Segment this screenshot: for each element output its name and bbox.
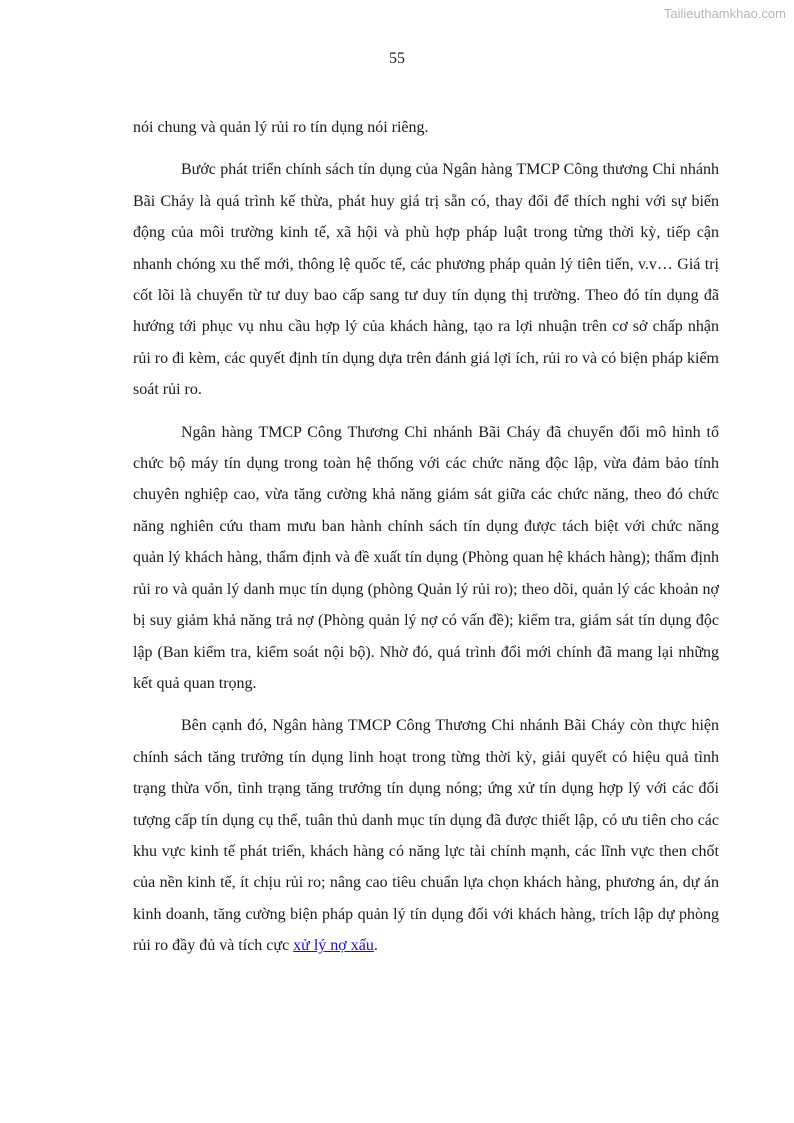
paragraph-3: Ngân hàng TMCP Công Thương Chi nhánh Bãi Cháy đã chuyển đổi mô hình tổ chức bộ máy tín dụng trong toàn hệ thống với các chức năng độc lập, vừa đảm bảo tính chuyên nghiệp cao, vừa tăng cường khả năng giám sát giữa các chức năng, theo đó chức năng nghiên cứu tham mưu ban hành chính sách tín dụng được tách biệt với chức năng quản lý khách hàng, thẩm định và đề xuất tín dụng (Phòng quan hệ khách hàng); thẩm định rủi ro và quản lý danh mục tín dụng (phòng Quản lý rủi ro); theo dõi, quản lý các khoản nợ bị suy giảm khả năng trả nợ (Phòng quản lý nợ có vấn đề); kiểm tra, giám sát tín dụng độc lập (Ban kiểm tra, kiểm soát nội bộ). Nhờ đó, quá trình đổi mới chính đã mang lại những kết quả quan trọng. (133, 423, 719, 692)
document-body (133, 112, 719, 973)
paragraph-2: Bước phát triển chính sách tín dụng của Ngân hàng TMCP Công thương Chi nhánh Bãi Cháy là quá trình kế thừa, phát huy giá trị sẵn có, thay đổi để thích nghi với sự biến động của môi trường kinh tế, xã hội và phù hợp pháp luật trong từng thời kỳ, tiếp cận nhanh chóng xu thế mới, thông lệ quốc tế, các phương pháp quản lý tiên tiến, v.v… Giá trị cốt lõi là chuyển từ tư duy bao cấp sang tư duy tín dụng thị trường. Theo đó tín dụng đã hướng tới phục vụ nhu cầu hợp lý của khách hàng, tạo ra lợi nhuận trên cơ sở chấp nhận rủi ro đi kèm, các quyết định tín dụng dựa trên đánh giá lợi ích, rủi ro và có biện pháp kiểm soát rủi ro. (133, 161, 719, 399)
paragraph-1: nói chung và quản lý rủi ro tín dụng nói riêng. (133, 119, 429, 136)
bad-debt-link[interactable]: xử lý nợ xấu (293, 937, 374, 955)
paragraph-4-text: Bên cạnh đó, Ngân hàng TMCP Công Thương Chi nhánh Bãi Cháy còn thực hiện chính sách tăng trưởng tín dụng linh hoạt trong từng thời kỳ, giải quyết có hiệu quả tình trạng thừa vốn, tình trạng tăng trưởng tín dụng nóng; ứng xử tín dụng hợp lý với các đối tượng cấp tín dụng cụ thể, tuân thủ danh mục tín dụng đã được thiết lập, có ưu tiên cho các khu vực kinh tế phát triển, khách hàng có năng lực tài chính mạnh, các lĩnh vực then chốt của nền kinh tế, ít chịu rủi ro; nâng cao tiêu chuẩn lựa chọn khách hàng, phương án, dự án kinh doanh, tăng cường biện pháp quản lý tín dụng đối với khách hàng, trích lập dự phòng rủi ro đầy đủ và tích cực (133, 717, 719, 955)
closing-period: . (373, 937, 378, 955)
page-number: 55 (389, 50, 405, 67)
paragraph-4 (133, 710, 719, 961)
watermark: Tailieuthamkhao.com (663, 6, 786, 21)
